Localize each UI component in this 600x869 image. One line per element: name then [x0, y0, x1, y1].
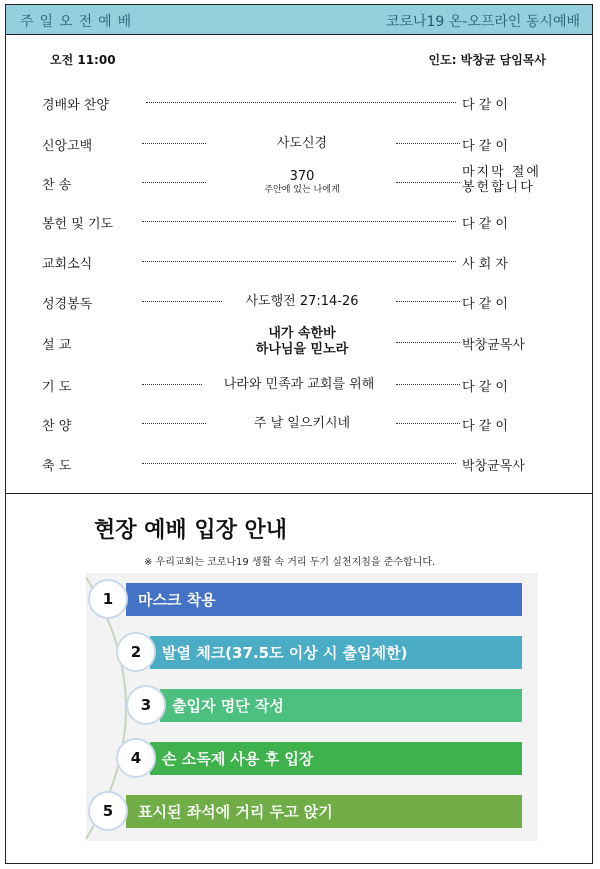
leader-dots [396, 423, 460, 424]
leader-dots [396, 143, 460, 144]
order-performer: 사 회 자 [462, 257, 508, 272]
leader-dots [142, 261, 456, 262]
order-label: 교회소식 [42, 257, 93, 272]
order-row-announcements [42, 246, 558, 276]
order-row-benediction [42, 448, 558, 478]
order-label: 신앙고백 [42, 139, 93, 154]
leader-dots [142, 301, 222, 302]
order-row-praise [42, 408, 558, 438]
step-text: 출입자 명단 작성 [172, 697, 284, 715]
leader-dots [396, 342, 460, 343]
step-number: 4 [116, 738, 156, 778]
step-text: 발열 체크(37.5도 이상 시 출입제한) [162, 644, 408, 662]
sermon-title-line2: 하나님을 믿노라 [255, 342, 349, 357]
guide-step-1 [86, 583, 522, 616]
hymn-title: 주안에 있는 나에게 [264, 184, 340, 195]
order-label: 기 도 [42, 380, 72, 395]
leader-dots [142, 423, 206, 424]
sermon-title-line1: 내가 속한바 [268, 326, 336, 341]
step-number: 3 [126, 685, 166, 725]
service-type: 코로나19 온-오프라인 동시예배 [385, 14, 580, 30]
guide-step-4 [110, 742, 522, 775]
praise-song: 주 날 일으키시네 [253, 415, 351, 431]
step-number: 1 [88, 579, 128, 619]
leader-dots [142, 384, 202, 385]
leader-dots [142, 463, 456, 464]
leader-dots [396, 384, 460, 385]
leader-dots [142, 143, 206, 144]
order-label: 찬 송 [42, 178, 72, 193]
order-row-scripture [42, 286, 558, 316]
order-performer: 박창균목사 [462, 338, 525, 353]
leader-dots [142, 182, 206, 183]
order-label: 축 도 [42, 459, 72, 474]
order-performer: 다 같 이 [462, 419, 508, 434]
order-row-prayer [42, 369, 558, 399]
leader-dots [142, 221, 456, 222]
order-label: 설 교 [42, 338, 72, 353]
order-performer: 다 같 이 [462, 98, 508, 113]
order-label: 찬 양 [42, 419, 72, 434]
guide-title: 현장 예배 입장 안내 [94, 518, 287, 543]
service-time: 오전 11:00 [50, 53, 116, 67]
order-performer: 다 같 이 [462, 139, 508, 154]
bulletin-frame [5, 4, 593, 864]
order-content: 사도신경 [276, 135, 328, 151]
guide-step-5 [86, 795, 522, 828]
step-text: 손 소독제 사용 후 입장 [162, 750, 314, 768]
leader-dots [146, 102, 456, 103]
hymn-number: 370 [289, 168, 315, 184]
step-number: 5 [88, 791, 128, 831]
order-row-creed [42, 128, 558, 158]
order-row-sermon [42, 327, 558, 357]
scripture-reference: 사도행전 27:14-26 [245, 293, 359, 309]
order-row-offering [42, 206, 558, 236]
service-title: 주일오전예배 [20, 14, 138, 30]
order-performer: 다 같 이 [462, 217, 508, 232]
prayer-topic: 나라와 민족과 교회를 위해 [223, 376, 375, 392]
guide-note: ※ 우리교회는 코로나19 생활 속 거리 두기 실천지침을 준수합니다. [144, 557, 436, 568]
step-text: 마스크 착용 [138, 591, 216, 609]
order-row-worship [42, 87, 558, 117]
header-bar [6, 5, 592, 35]
guide-step-3 [120, 689, 522, 722]
order-performer: 다 같 이 [462, 297, 508, 312]
order-performer: 다 같 이 [462, 380, 508, 395]
order-label: 경배와 찬양 [42, 98, 109, 113]
order-performer: 마지막 절에 봉헌합니다 [462, 165, 541, 195]
step-text: 표시된 좌석에 거리 두고 앉기 [138, 803, 333, 821]
leader-dots [396, 301, 460, 302]
order-row-hymn [42, 167, 558, 197]
guide-step-2 [110, 636, 522, 669]
step-number: 2 [116, 632, 156, 672]
order-label: 봉헌 및 기도 [42, 217, 114, 232]
order-performer: 박창균목사 [462, 459, 525, 474]
leader-dots [396, 182, 460, 183]
order-label: 성경봉독 [42, 297, 93, 312]
service-leader: 인도: 박창균 담임목사 [428, 53, 546, 67]
section-divider [6, 493, 592, 494]
